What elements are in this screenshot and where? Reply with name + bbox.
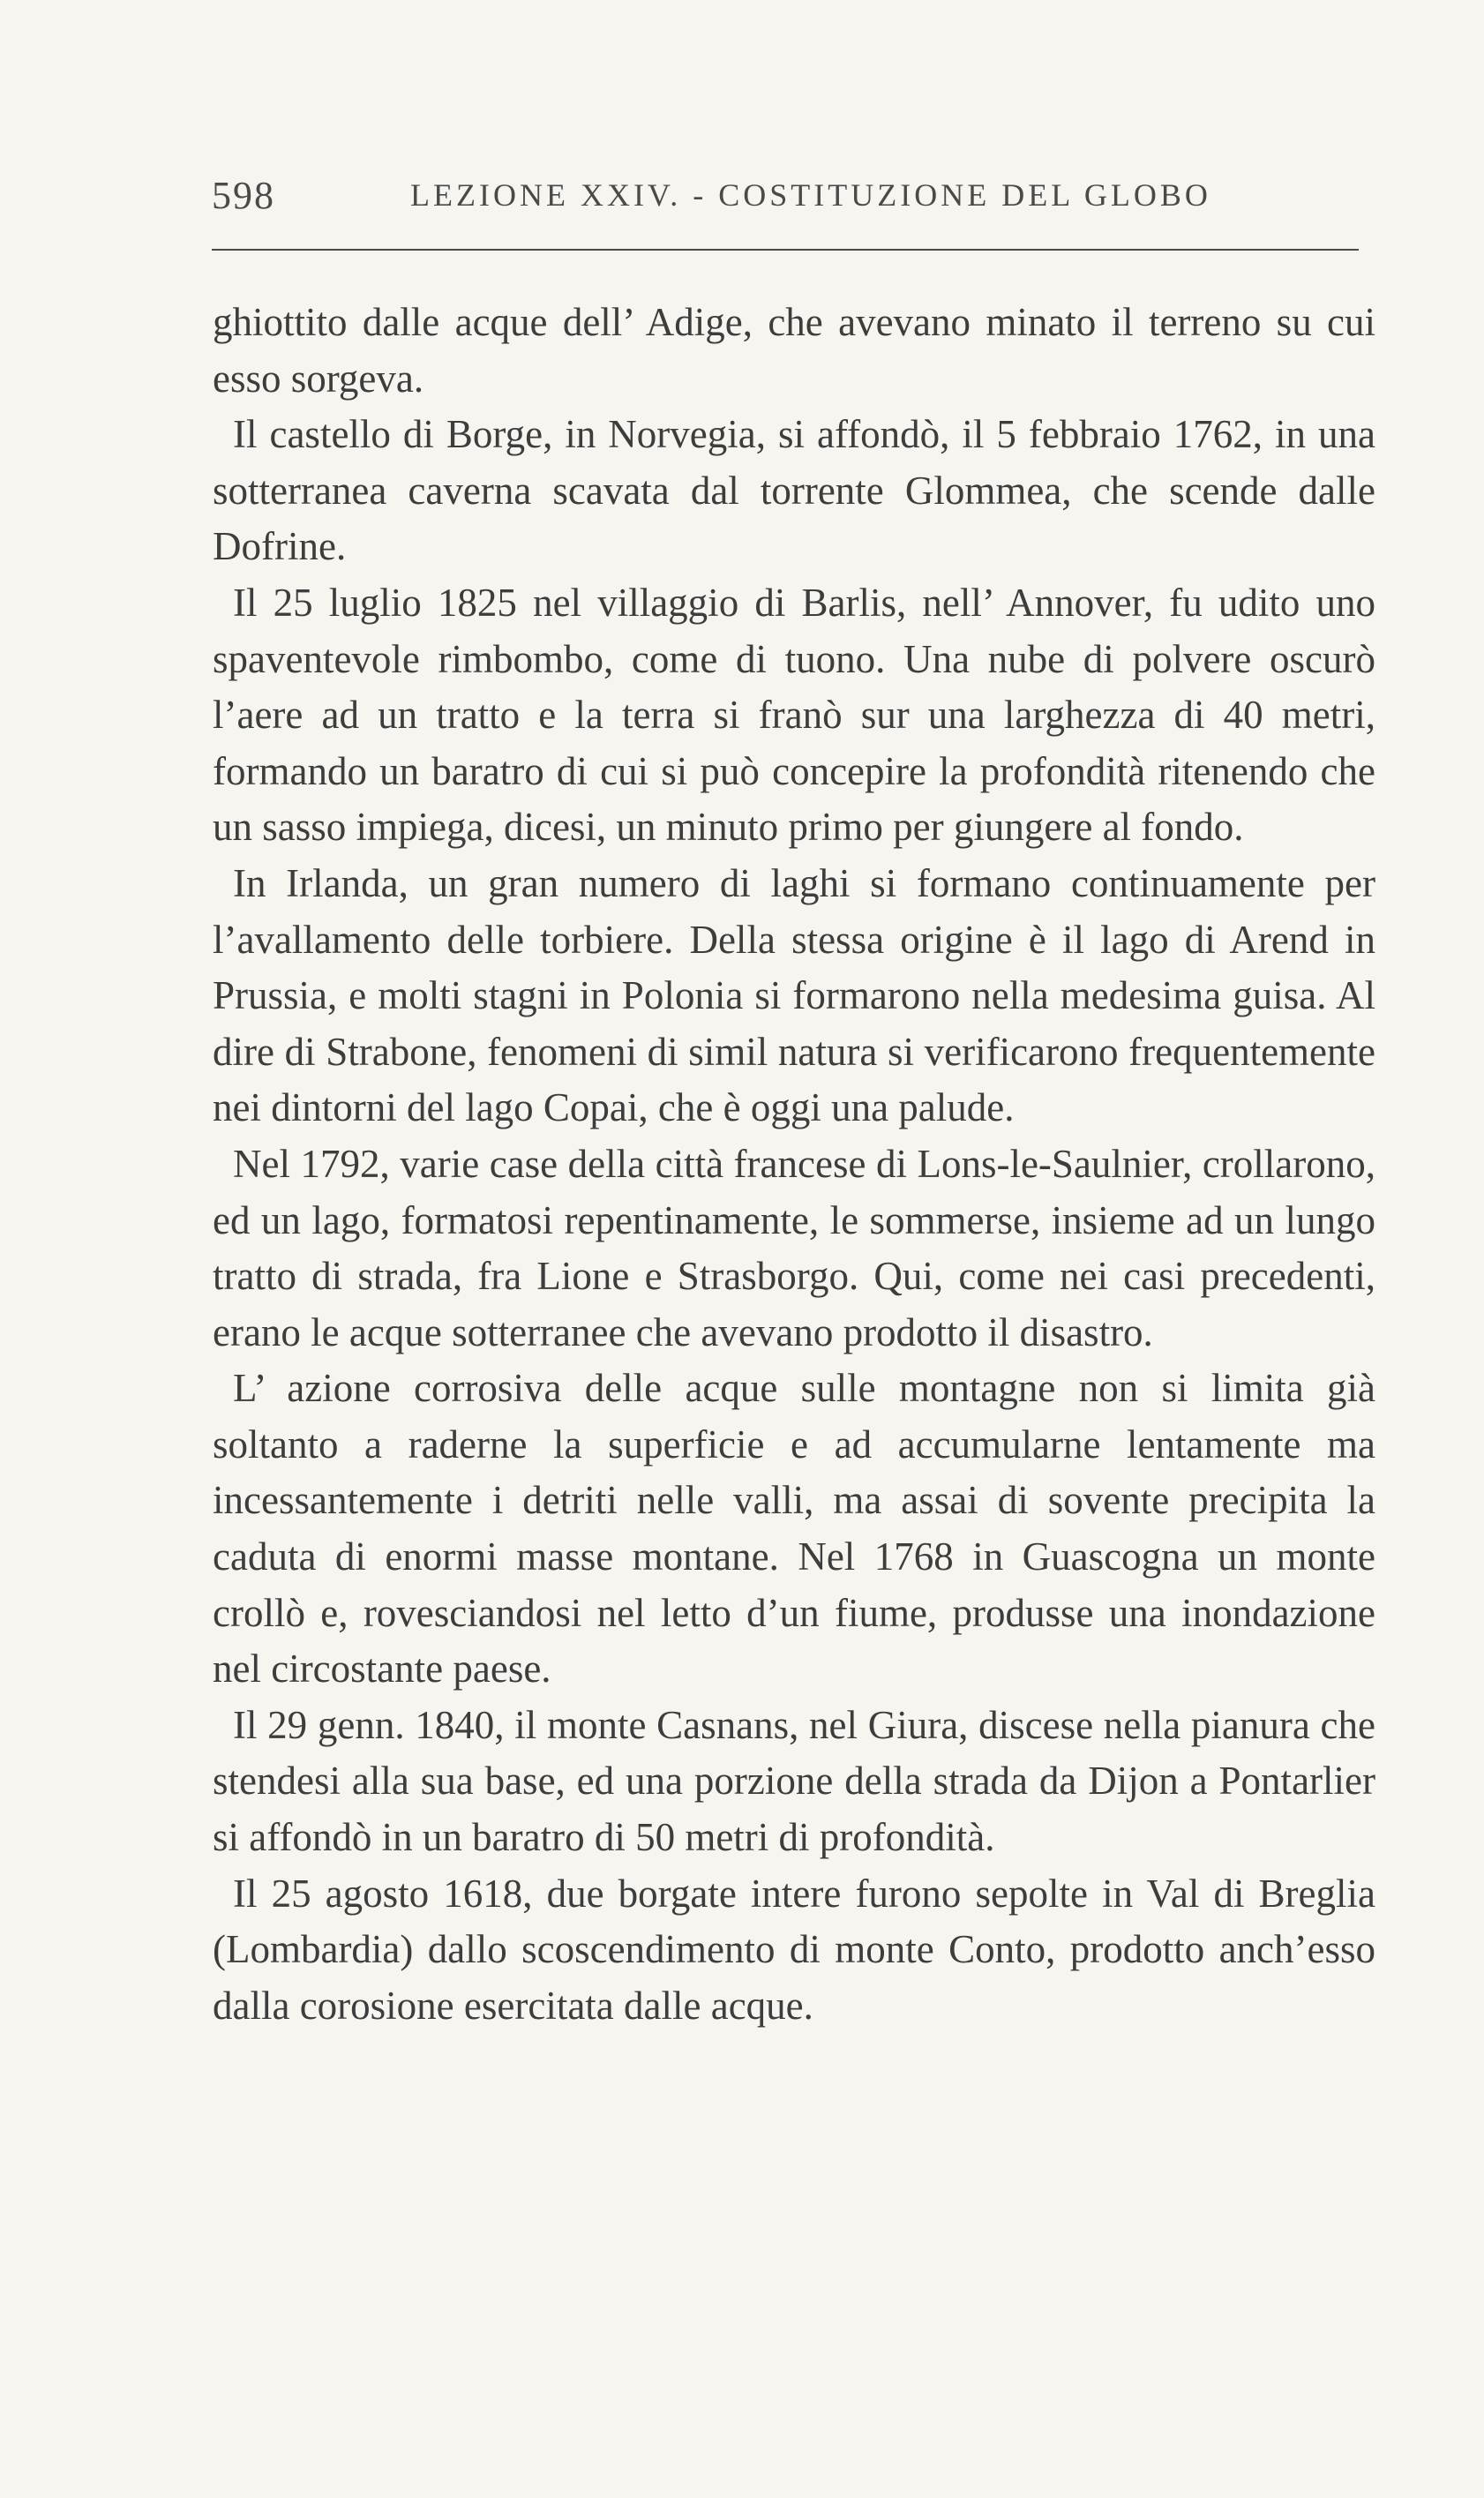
paragraph: Nel 1792, varie case della città francese di Lons-le-Saulnier, crollarono, ed un lago, formatosi repentinamente, le sommerse, insieme ad un lungo tratto di strada, fra Lione e Strasborgo. Qui, come nei casi precedenti, erano le acque sotterranee che avevano prodotto il disastro. [213,1141,1375,1354]
paragraph: In Irlanda, un gran numero di laghi si formano continuamente per l’avallamento delle torbiere. Della stessa origine è il lago di Arend in Prussia, e molti stagni in Polonia si formarono nella medesima guisa. Al dire di Strabone, fenomeni di simil natura si verificarono frequentemente nei dintorni del lago Copai, che è oggi una palude. [213,860,1375,1130]
paragraph: Il 25 agosto 1618, due borgate intere furono sepolte in Val di Breglia (Lombardia) dallo scoscendimento di monte Conto, prodotto anch’esso dalla corosione esercitata dalle acque. [213,1871,1375,2028]
running-head: LEZIONE XXIV. - COSTITUZIONE DEL GLOBO [410,177,1211,213]
paragraph: Il 25 luglio 1825 nel villaggio di Barlis, nell’ Annover, fu udito uno spaventevole rimbombo, come di tuono. Una nube di polvere oscurò l’aere ad un tratto e la terra si franò sur una larghezza di 40 metri, formando un baratro di cui si può concepire la profondità ritenendo che un sasso impiega, dicesi, un minuto primo per giungere al fondo. [213,580,1375,850]
body-text [213,295,1375,2034]
paragraph: Il castello di Borge, in Norvegia, si affondò, il 5 febbraio 1762, in una sotterranea caverna scavata dal torrente Glommea, che scende dalle Dofrine. [213,412,1375,569]
page-header [212,173,1359,235]
paragraph: L’ azione corrosiva delle acque sulle montagne non si limita già soltanto a raderne la superficie e ad accumularne lentamente ma incessantemente i detriti nelle valli, ma assai di sovente precipita la caduta di enormi masse montane. Nel 1768 in Guascogna un monte crollò e, rovesciandosi nel letto d’un fiume, produsse una inondazione nel circostante paese. [213,1366,1375,1692]
page-number: 598 [212,174,275,217]
paragraph: ghiottito dalle acque dell’ Adige, che avevano minato il terreno su cui esso sorgeva. [213,300,1375,401]
header-rule [212,249,1359,251]
paragraph: Il 29 genn. 1840, il monte Casnans, nel Giura, discese nella pianura che stendesi alla sua base, ed una porzione della strada da Dijon a Pontarlier si affondò in un baratro di 50 metri di profondità. [213,1702,1375,1860]
